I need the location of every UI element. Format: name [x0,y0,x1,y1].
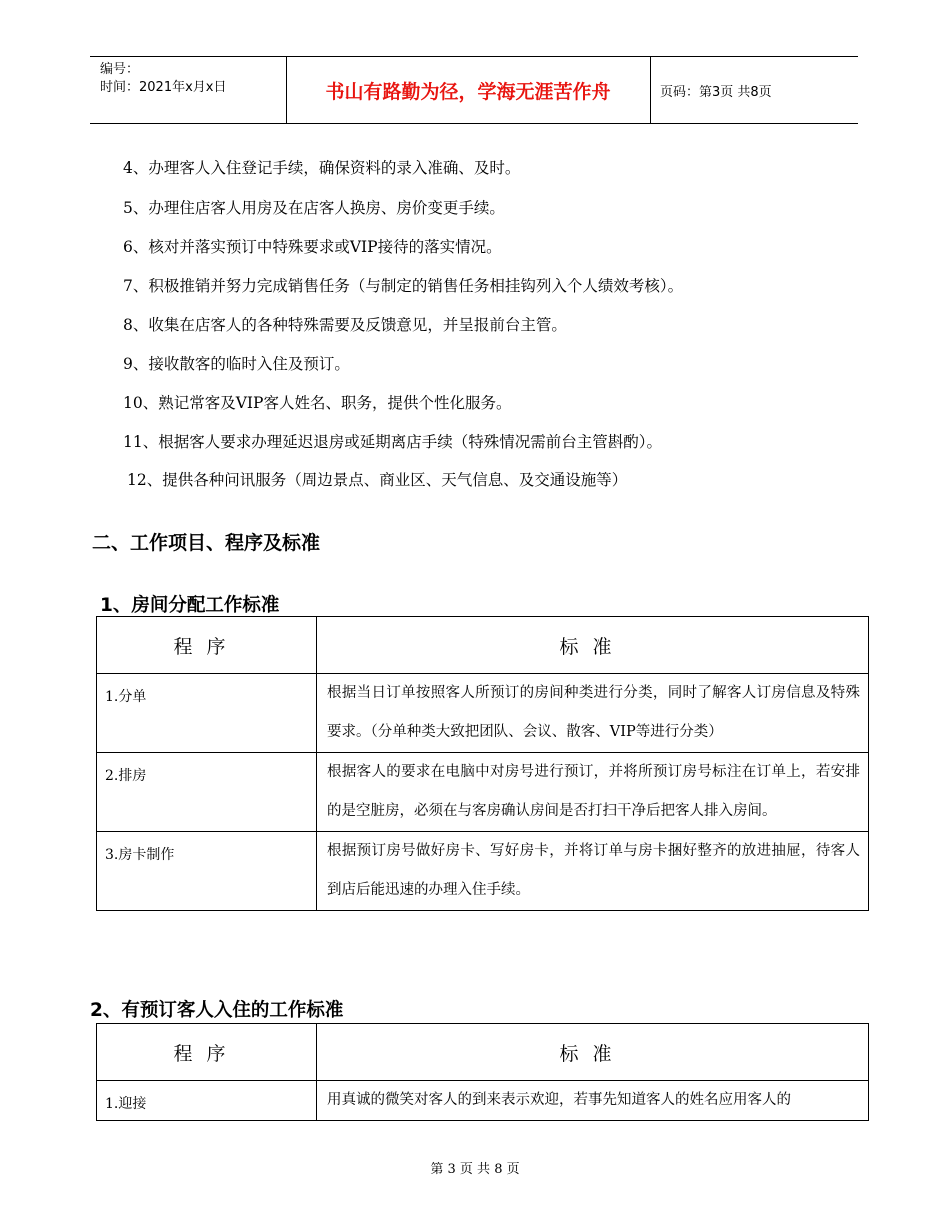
table-row [97,832,869,911]
room-assignment-table [96,616,869,911]
procedure-cell: 2.排房 [97,753,317,832]
page-header [90,56,858,124]
reserved-checkin-table [96,1023,869,1121]
procedure-column-header: 程序 [97,617,317,674]
table-row [97,674,869,753]
header-divider [650,57,651,123]
table2-title: 2、有预订客人入住的工作标准 [90,1000,344,1021]
standard-cell: 根据预订房号做好房卡、写好房卡，并将订单与房卡捆好整齐的放进抽屉，待客人到店后能迅速的办理入住手续。 [317,832,869,911]
duty-item: 7、积极推销并努力完成销售任务（与制定的销售任务相挂钩列入个人绩效考核）。 [123,277,684,295]
duty-item: 10、熟记常客及VIP客人姓名、职务，提供个性化服务。 [123,394,512,412]
standard-column-header: 标准 [317,1024,869,1081]
standard-cell: 用真诚的微笑对客人的到来表示欢迎，若事先知道客人的姓名应用客人的 [317,1081,869,1121]
standard-cell: 根据客人的要求在电脑中对房号进行预订，并将所预订房号标注在订单上，若安排的是空脏房，必须在与客房确认房间是否打扫干净后把客人排入房间。 [317,753,869,832]
duty-item: 11、根据客人要求办理延迟退房或延期离店手续（特殊情况需前台主管斟酌）。 [123,433,662,451]
page-footer: 第 3 页 共 8 页 [430,1162,520,1177]
duty-item: 6、核对并落实预订中特殊要求或VIP接待的落实情况。 [123,238,502,256]
header-page-number: 页码：第3页 共8页 [660,85,772,100]
procedure-cell: 1.迎接 [97,1081,317,1121]
standard-column-header: 标准 [317,617,869,674]
duty-item: 5、办理住店客人用房及在店客人换房、房价变更手续。 [123,199,505,217]
table-row [97,1081,869,1121]
procedure-cell: 1.分单 [97,674,317,753]
document-time-label: 时间：2021年x月x日 [100,80,227,95]
duty-item: 12、提供各种问讯服务（周边景点、商业区、天气信息、及交通设施等） [127,471,628,489]
standard-cell: 根据当日订单按照客人所预订的房间种类进行分类，同时了解客人订房信息及特殊要求。（分单种类大致把团队、会议、散客、VIP等进行分类） [317,674,869,753]
procedure-column-header: 程序 [97,1024,317,1081]
table-row [97,753,869,832]
section-heading: 二、工作项目、程序及标准 [92,532,321,554]
duty-item: 8、收集在店客人的各种特殊需要及反馈意见，并呈报前台主管。 [123,316,567,334]
header-meta [100,61,226,97]
procedure-cell: 3.房卡制作 [97,832,317,911]
table1-title: 1、房间分配工作标准 [100,595,280,616]
header-motto: 书山有路勤为径，学海无涯苦作舟 [325,81,611,103]
duty-item: 4、办理客人入住登记手续，确保资料的录入准确、及时。 [123,159,521,177]
duty-item: 9、接收散客的临时入住及预订。 [123,355,350,373]
document-number-label: 编号： [100,62,140,77]
